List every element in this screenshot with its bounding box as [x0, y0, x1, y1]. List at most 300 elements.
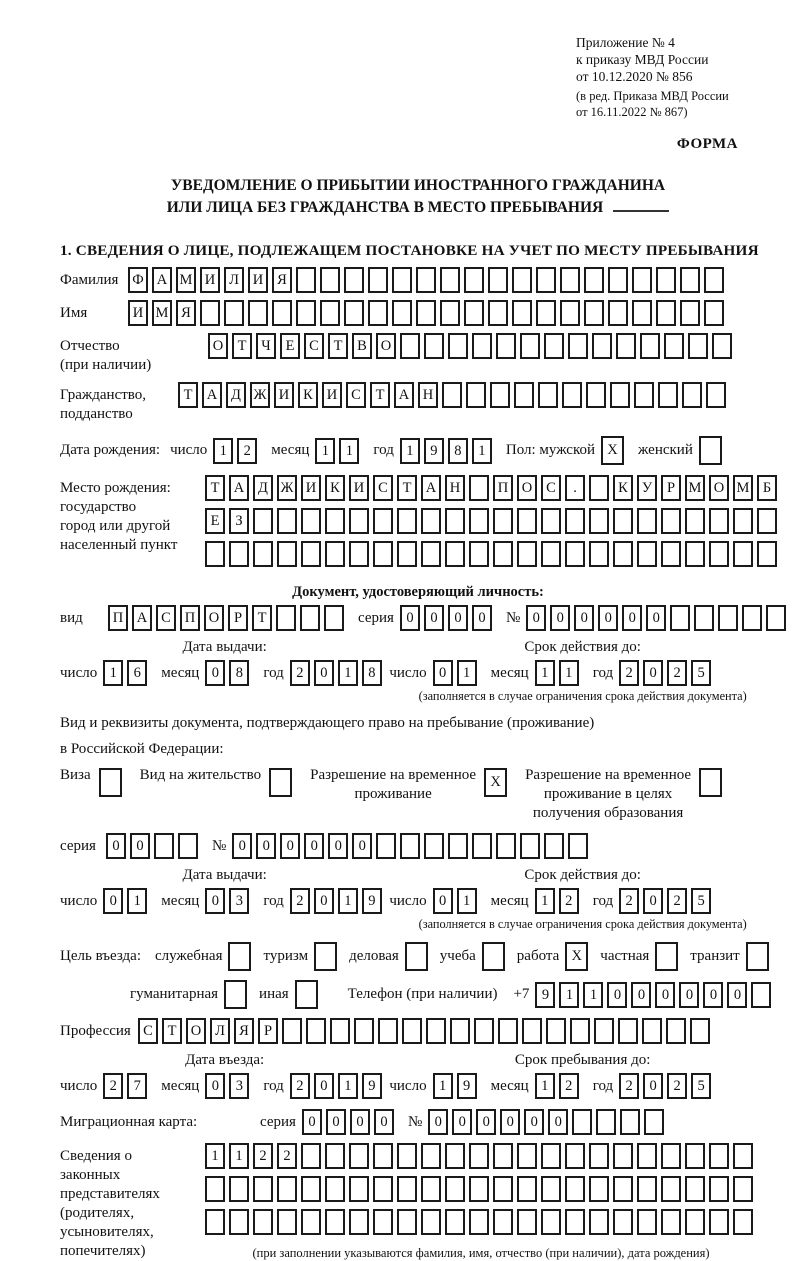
form-cell: О	[517, 475, 537, 501]
temp-permit-checkbox	[484, 768, 511, 797]
issue-date-header: Дата выдачи:	[182, 867, 267, 883]
form-cell	[296, 300, 316, 326]
form-cell	[664, 333, 684, 359]
form-cell	[416, 300, 436, 326]
form-cell: 8	[362, 660, 382, 686]
form-cell	[469, 508, 489, 534]
form-cell	[426, 1018, 446, 1044]
form-cell: У	[637, 475, 657, 501]
doc-type-cells	[108, 605, 348, 631]
form-cell	[544, 833, 564, 859]
form-cell: 9	[424, 438, 444, 464]
form-cell: 0	[205, 888, 225, 914]
form-cell: 0	[643, 888, 663, 914]
form-cell: Т	[205, 475, 225, 501]
form-cell	[421, 1176, 441, 1202]
form-cell: Я	[272, 267, 292, 293]
patronymic-label: Отчество	[60, 338, 120, 354]
patronymic-label-note: (при наличии)	[60, 357, 152, 373]
form-cell	[469, 1143, 489, 1169]
purpose-option-checkbox	[746, 942, 773, 971]
form-cell	[541, 541, 561, 567]
form-cell	[704, 300, 724, 326]
form-cell	[373, 1143, 393, 1169]
purpose-label: Цель въезда:	[60, 948, 141, 964]
form-cell: 0	[548, 1109, 568, 1135]
visit-purpose-row	[60, 942, 776, 971]
form-cell	[306, 1018, 326, 1044]
form-cell	[680, 300, 700, 326]
form-cell: М	[152, 300, 172, 326]
day-label: число	[389, 664, 427, 681]
form-cell	[637, 1143, 657, 1169]
form-cell: 0	[280, 833, 300, 859]
form-cell	[469, 1209, 489, 1235]
temp-permit-label: Разрешение на временное	[310, 767, 477, 783]
form-cell: 0	[205, 1073, 225, 1099]
profession-row	[60, 1018, 776, 1044]
form-cell: Т	[162, 1018, 182, 1044]
form-cell: Н	[445, 475, 465, 501]
form-cell	[296, 267, 316, 293]
form-cell: 0	[326, 1109, 346, 1135]
form-cell	[282, 1018, 302, 1044]
representatives-cells-row3	[205, 1209, 757, 1235]
form-cell	[544, 333, 564, 359]
form-cell	[373, 1209, 393, 1235]
form-cell	[229, 541, 249, 567]
form-cell	[445, 541, 465, 567]
year-label: год	[592, 892, 614, 909]
form-cell	[718, 605, 738, 631]
form-cell: Т	[232, 333, 252, 359]
gender-label: Пол: мужской	[505, 442, 596, 458]
migration-card-label: Миграционная карта:	[60, 1113, 198, 1130]
form-cell	[520, 833, 540, 859]
form-cell: 0	[655, 982, 675, 1008]
form-cell: С	[138, 1018, 158, 1044]
form-cell: Ж	[277, 475, 297, 501]
form-cell	[613, 1143, 633, 1169]
form-cell	[99, 768, 122, 797]
purpose-option-checkbox	[482, 942, 509, 971]
form-cell	[229, 1176, 249, 1202]
form-cell	[680, 267, 700, 293]
citizenship-label: Гражданство,	[60, 387, 147, 403]
visit-purpose-row2	[60, 980, 776, 1009]
form-cell: X	[565, 942, 588, 971]
birth-place-label: Место рождения:	[60, 480, 171, 496]
doc-number-cells	[526, 605, 790, 631]
form-cell: 0	[643, 660, 663, 686]
migration-number-cells	[428, 1109, 668, 1135]
residence-doc-line1: Вид и реквизиты документа, подтверждающего право на пребывание (проживание)	[60, 715, 595, 731]
form-cell: 1	[535, 1073, 555, 1099]
visa-label: Виза	[60, 767, 91, 783]
form-cell	[325, 541, 345, 567]
form-cell: 0	[374, 1109, 394, 1135]
form-cell: Ч	[256, 333, 276, 359]
form-cell: 0	[304, 833, 324, 859]
form-cell: О	[186, 1018, 206, 1044]
form-cell: К	[298, 382, 318, 408]
form-cell	[424, 333, 444, 359]
purpose-option-checkbox	[295, 980, 322, 1009]
phone-label: Телефон (при наличии)	[347, 986, 498, 1002]
form-cell	[445, 1176, 465, 1202]
representatives-label: (родителях,	[60, 1205, 135, 1221]
form-cell	[397, 508, 417, 534]
form-cell	[608, 267, 628, 293]
form-cell	[560, 267, 580, 293]
form-cell	[472, 333, 492, 359]
month-label: месяц	[161, 892, 200, 909]
title-blank-line	[613, 196, 669, 212]
form-cell	[565, 1209, 585, 1235]
form-cell	[421, 1209, 441, 1235]
form-cell	[565, 508, 585, 534]
valid-year-cells	[619, 660, 715, 686]
form-cell	[205, 541, 225, 567]
form-cell	[589, 1143, 609, 1169]
form-cell	[661, 541, 681, 567]
form-cell: 1	[213, 438, 233, 464]
residence-doc-line2: в Российской Федерации:	[60, 741, 224, 757]
edu-permit-option	[525, 766, 726, 823]
form-cell	[325, 1209, 345, 1235]
form-cell: М	[685, 475, 705, 501]
form-cell: 1	[338, 660, 358, 686]
doc-type-label: вид	[60, 609, 83, 626]
form-cell: С	[373, 475, 393, 501]
form-cell	[440, 300, 460, 326]
form-cell: 0	[424, 605, 444, 631]
form-cell: Я	[234, 1018, 254, 1044]
form-cell: 2	[103, 1073, 123, 1099]
phone-cells	[535, 982, 775, 1008]
form-cell	[565, 541, 585, 567]
form-cell	[253, 1209, 273, 1235]
form-cell: 0	[472, 605, 492, 631]
form-cell	[596, 1109, 616, 1135]
form-cell: 0	[476, 1109, 496, 1135]
form-cell: 1	[535, 888, 555, 914]
form-cell: 0	[574, 605, 594, 631]
form-cell	[592, 333, 612, 359]
day-label: число	[60, 1077, 98, 1094]
month-label: месяц	[161, 664, 200, 681]
form-cell	[565, 1143, 585, 1169]
form-cell	[474, 1018, 494, 1044]
form-cell: О	[204, 605, 224, 631]
form-cell	[584, 267, 604, 293]
form-cell	[277, 1209, 297, 1235]
form-cell: П	[108, 605, 128, 631]
doc-seriya-cells	[400, 605, 496, 631]
form-cell	[301, 1176, 321, 1202]
form-cell	[656, 267, 676, 293]
form-cell: П	[180, 605, 200, 631]
valid-month-cells	[535, 660, 583, 686]
form-cell: А	[421, 475, 441, 501]
form-cell	[344, 267, 364, 293]
form-cell	[205, 1176, 225, 1202]
form-cell	[490, 382, 510, 408]
form-cell	[421, 541, 441, 567]
form-cell: 1	[127, 888, 147, 914]
form-cell	[733, 1209, 753, 1235]
form-cell: 2	[619, 660, 639, 686]
form-cell: 9	[362, 888, 382, 914]
form-cell: 0	[631, 982, 651, 1008]
purpose-option-label: туризм	[263, 948, 309, 964]
form-cell	[392, 300, 412, 326]
form-cell	[349, 508, 369, 534]
form-cell	[709, 1176, 729, 1202]
form-cell	[392, 267, 412, 293]
form-cell: И	[248, 267, 268, 293]
form-cell: 1	[315, 438, 335, 464]
form-cell	[440, 267, 460, 293]
form-cell	[685, 1143, 705, 1169]
form-cell: 0	[703, 982, 723, 1008]
form-cell	[277, 508, 297, 534]
form-cell	[670, 605, 690, 631]
birth-place-cells-row3	[205, 541, 781, 567]
gender-female-label: женский	[638, 442, 693, 458]
form-cell	[658, 382, 678, 408]
form-cell	[733, 541, 753, 567]
form-cell	[706, 382, 726, 408]
representatives-label: представителях	[60, 1186, 160, 1202]
residence-doc-dates	[60, 867, 776, 932]
form-cell	[314, 942, 337, 971]
form-cell	[488, 300, 508, 326]
form-cell	[637, 508, 657, 534]
form-cell	[589, 1209, 609, 1235]
form-cell	[746, 942, 769, 971]
form-cell	[324, 605, 344, 631]
form-cell	[709, 1209, 729, 1235]
form-cell	[594, 1018, 614, 1044]
representatives-cells-row1	[205, 1143, 757, 1169]
form-cell	[482, 942, 505, 971]
day-label: число	[389, 892, 427, 909]
form-cell	[522, 1018, 542, 1044]
form-cell: И	[128, 300, 148, 326]
temp-permit-label: проживание	[354, 786, 432, 802]
form-cell: 2	[619, 888, 639, 914]
form-cell	[464, 267, 484, 293]
form-cell	[655, 942, 678, 971]
citizenship-cells	[178, 382, 730, 408]
form-cell: Д	[253, 475, 273, 501]
form-cell	[276, 605, 296, 631]
gender-female-checkbox	[699, 436, 726, 465]
migration-seriya-cells	[302, 1109, 398, 1135]
form-cell: 1	[338, 1073, 358, 1099]
entry-date-header: Дата въезда:	[185, 1052, 265, 1068]
edu-permit-label: Разрешение на временное	[525, 767, 692, 783]
purpose-option-label: деловая	[349, 948, 399, 964]
form-cell: 3	[229, 888, 249, 914]
purpose-option-checkbox	[224, 980, 251, 1009]
form-cell	[634, 382, 654, 408]
residence-permit-option	[140, 766, 296, 797]
form-cell	[301, 1143, 321, 1169]
form-cell: К	[613, 475, 633, 501]
form-cell	[325, 1176, 345, 1202]
form-cell	[445, 508, 465, 534]
form-cell	[368, 300, 388, 326]
form-cell: 0	[352, 833, 372, 859]
form-cell: 2	[619, 1073, 639, 1099]
form-cell: И	[349, 475, 369, 501]
restriction-caption: (заполняется в случае ограничения срока действия документа)	[418, 917, 747, 931]
form-cell: 1	[433, 1073, 453, 1099]
form-cell	[448, 833, 468, 859]
form-cell	[616, 333, 636, 359]
form-cell	[300, 605, 320, 631]
form-cell	[272, 300, 292, 326]
form-cell	[637, 1209, 657, 1235]
stay-until-header: Срок пребывания до:	[514, 1052, 651, 1068]
form-cell	[613, 1209, 633, 1235]
purpose-option-label: иная	[259, 986, 289, 1002]
form-cell	[712, 333, 732, 359]
day-label: число	[60, 892, 98, 909]
form-cell	[493, 1209, 513, 1235]
form-cell	[613, 541, 633, 567]
form-cell	[253, 508, 273, 534]
form-cell: 3	[229, 1073, 249, 1099]
identity-doc-title: Документ, удостоверяющий личность:	[292, 584, 544, 600]
form-cell: 8	[448, 438, 468, 464]
form-cell	[224, 300, 244, 326]
form-cell: 2	[277, 1143, 297, 1169]
birth-date-label: Дата рождения:	[60, 442, 161, 458]
form-cell	[584, 300, 604, 326]
form-cell: И	[274, 382, 294, 408]
birth-year-cells	[400, 438, 496, 464]
representatives-label: усыновителях,	[60, 1224, 154, 1240]
restriction-caption: (заполняется в случае ограничения срока действия документа)	[418, 689, 747, 703]
form-cell	[269, 768, 292, 797]
form-cell: Т	[397, 475, 417, 501]
number-label: №	[407, 1113, 423, 1130]
issue-month-cells	[205, 660, 253, 686]
form-cell: 0	[130, 833, 150, 859]
representatives-row	[60, 1143, 776, 1261]
header-line: к приказу МВД России	[576, 52, 709, 67]
form-cell: С	[304, 333, 324, 359]
form-cell	[445, 1209, 465, 1235]
form-cell: 0	[727, 982, 747, 1008]
header-reference-block	[576, 34, 776, 120]
form-cell	[253, 1176, 273, 1202]
visa-option	[60, 766, 126, 797]
form-cell	[488, 267, 508, 293]
valid-day-cells	[433, 660, 481, 686]
form-cell	[709, 1143, 729, 1169]
month-label: месяц	[161, 1077, 200, 1094]
form-cell	[517, 1209, 537, 1235]
form-cell	[661, 1176, 681, 1202]
migration-card-row	[60, 1109, 776, 1135]
form-cell	[277, 541, 297, 567]
form-cell	[656, 300, 676, 326]
form-cell	[536, 267, 556, 293]
form-cell	[496, 833, 516, 859]
identity-doc-dates	[60, 639, 776, 704]
form-cell	[349, 1176, 369, 1202]
form-cell	[520, 333, 540, 359]
form-cell	[229, 1209, 249, 1235]
form-cell	[154, 833, 174, 859]
purpose-option-checkbox	[314, 942, 341, 971]
form-cell	[354, 1018, 374, 1044]
form-cell	[685, 541, 705, 567]
form-cell	[640, 333, 660, 359]
form-cell: 0	[524, 1109, 544, 1135]
form-cell	[572, 1109, 592, 1135]
header-line: от 10.12.2020 № 856	[576, 69, 693, 84]
form-cell	[277, 1176, 297, 1202]
form-cell: 0	[302, 1109, 322, 1135]
form-cell	[512, 300, 532, 326]
residence-seriya-cells	[106, 833, 202, 859]
form-cell: Н	[418, 382, 438, 408]
visa-checkbox	[99, 768, 126, 797]
form-cell	[248, 300, 268, 326]
form-cell: 0	[103, 888, 123, 914]
residence-doc-types	[60, 766, 776, 823]
form-cell: 2	[559, 1073, 579, 1099]
phone-prefix: +7	[513, 986, 530, 1002]
form-cell	[368, 267, 388, 293]
form-cell: А	[132, 605, 152, 631]
form-cell	[402, 1018, 422, 1044]
form-cell	[733, 1143, 753, 1169]
form-cell: 1	[103, 660, 123, 686]
form-cell: Д	[226, 382, 246, 408]
patronymic-row	[60, 333, 776, 375]
form-cell	[541, 508, 561, 534]
form-cell	[709, 541, 729, 567]
year-label: год	[373, 442, 394, 458]
res-issue-day-cells	[103, 888, 151, 914]
form-cell	[448, 333, 468, 359]
surname-row	[60, 267, 776, 293]
form-cell: 1	[339, 438, 359, 464]
name-label: Имя	[60, 305, 88, 321]
form-cell	[466, 382, 486, 408]
form-cell	[325, 1143, 345, 1169]
form-cell	[644, 1109, 664, 1135]
identity-doc-row	[60, 605, 776, 631]
form-cell: З	[229, 508, 249, 534]
form-cell: Е	[205, 508, 225, 534]
form-cell: 2	[667, 888, 687, 914]
form-cell	[751, 982, 771, 1008]
birth-place-cells-row2	[205, 508, 781, 534]
form-cell: 1	[472, 438, 492, 464]
entry-stay-dates	[60, 1052, 776, 1099]
form-cell: 0	[256, 833, 276, 859]
form-cell	[498, 1018, 518, 1044]
form-cell: 1	[338, 888, 358, 914]
form-cell	[685, 1209, 705, 1235]
